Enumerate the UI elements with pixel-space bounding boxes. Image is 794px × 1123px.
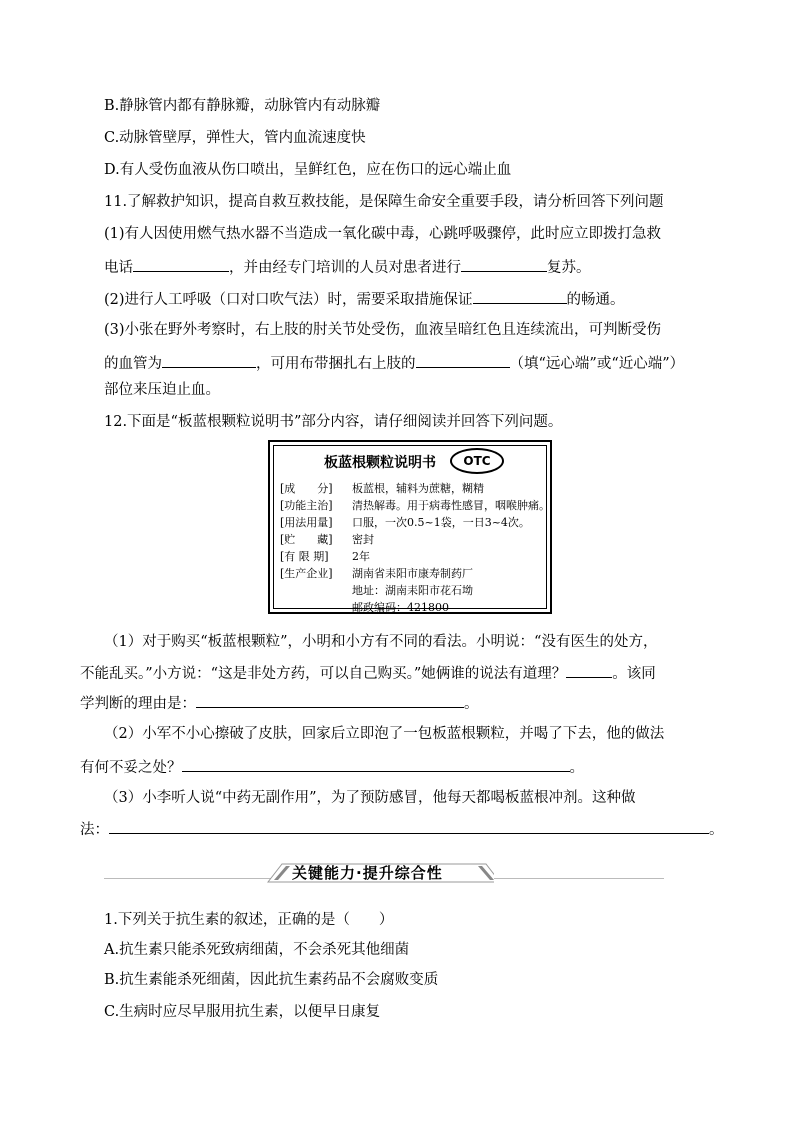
manual-value: 清热解毒。用于病毒性感冒，咽喉肿痛。 bbox=[352, 499, 550, 512]
q12-part3a: （3）小李听人说“中药无副作用”，为了预防感冒，他每天都喝板蓝根冲剂。这种做 bbox=[104, 790, 636, 806]
q11-part3b bbox=[104, 352, 684, 374]
manual-value: 地址：湖南耒阳市花石坳 bbox=[352, 584, 473, 597]
medicine-manual-box bbox=[268, 440, 552, 614]
text: 电话 bbox=[104, 260, 133, 276]
manual-key: [功能主治] bbox=[280, 499, 333, 512]
text: 。该同 bbox=[612, 666, 656, 682]
manual-value: 口服，一次0.5~1袋，一日3~4次。 bbox=[352, 516, 530, 529]
text: 。 bbox=[569, 760, 584, 776]
manual-row bbox=[280, 482, 484, 496]
blank-8[interactable] bbox=[182, 756, 570, 772]
manual-key: [生产企业] bbox=[280, 567, 333, 580]
section-title: 关键能力·提升综合性 bbox=[292, 864, 443, 882]
q11-part1a: (1)有人因使用燃气热水器不当造成一氧化碳中毒，心跳呼吸骤停，此时应立即拨打急救 bbox=[104, 226, 662, 242]
text: 的血管为 bbox=[104, 356, 162, 372]
otc-badge: OTC bbox=[450, 448, 504, 474]
manual-value: 密封 bbox=[352, 533, 374, 546]
blank-1[interactable] bbox=[133, 256, 229, 272]
manual-row bbox=[280, 533, 374, 547]
text: 。 bbox=[464, 696, 479, 712]
q12-part2b bbox=[80, 756, 584, 778]
option-c: C.生病时应尽早服用抗生素，以便早日康复 bbox=[104, 1004, 381, 1020]
q11-part3c: 部位来压迫止血。 bbox=[104, 382, 220, 398]
manual-key: [有 限 期] bbox=[280, 550, 329, 563]
text: 复苏。 bbox=[547, 260, 591, 276]
blank-3[interactable] bbox=[473, 288, 567, 304]
manual-value: 板蓝根，辅料为蔗糖，糊精 bbox=[352, 482, 484, 495]
manual-key: [成 分] bbox=[280, 482, 333, 495]
text: 不能乱买。”小方说：“这是非处方药，可以自己购买。”她俩谁的说法有道理？ bbox=[80, 666, 567, 682]
manual-row bbox=[280, 584, 473, 598]
manual-value: 湖南省耒阳市康寿制药厂 bbox=[352, 567, 473, 580]
manual-inner-border bbox=[273, 445, 550, 614]
manual-row bbox=[280, 499, 550, 513]
blank-9[interactable] bbox=[109, 818, 709, 834]
text: （填“远心端”或“近心端”） bbox=[509, 356, 685, 372]
q12-part1b bbox=[80, 662, 656, 684]
text: 。 bbox=[709, 822, 724, 838]
blank-5[interactable] bbox=[416, 352, 510, 368]
blank-2[interactable] bbox=[461, 256, 547, 272]
manual-value: 2年 bbox=[352, 550, 370, 563]
manual-row bbox=[280, 516, 530, 530]
q12-part3b bbox=[80, 818, 724, 840]
text: 学判断的理由是： bbox=[80, 696, 196, 712]
question-12: 12.下面是“板蓝根颗粒说明书”部分内容，请仔细阅读并回答下列问题。 bbox=[104, 414, 563, 430]
text: (2)进行人工呼吸（口对口吹气法）时，需要采取措施保证 bbox=[104, 292, 473, 308]
section-banner bbox=[104, 858, 664, 888]
q11-part3a: (3)小张在野外考察时，右上肢的肘关节处受伤，血液呈暗红色且连续流出，可判断受伤 bbox=[104, 322, 662, 338]
blank-6[interactable] bbox=[566, 662, 612, 678]
text: 有何不妥之处？ bbox=[80, 760, 182, 776]
manual-key: [贮 藏] bbox=[280, 533, 333, 546]
manual-row bbox=[280, 601, 449, 615]
option-b: B.抗生素能杀死细菌，因此抗生素药品不会腐败变质 bbox=[104, 972, 439, 988]
q12-part1c bbox=[80, 692, 479, 714]
manual-value: 邮政编码：421800 bbox=[352, 601, 449, 614]
manual-key: [用法用量] bbox=[280, 516, 333, 529]
text: 的畅通。 bbox=[566, 292, 625, 308]
manual-title: 板蓝根颗粒说明书 bbox=[324, 455, 436, 471]
manual-row bbox=[280, 567, 473, 581]
question-s1: 1.下列关于抗生素的叙述，正确的是（ ） bbox=[104, 912, 394, 928]
text: ，并由经专门培训的人员对患者进行 bbox=[229, 260, 461, 276]
blank-7[interactable] bbox=[196, 692, 464, 708]
q12-part1a: （1）对于购买“板蓝根颗粒”，小明和小方有不同的看法。小明说：“没有医生的处方， bbox=[104, 634, 658, 650]
q11-part1b bbox=[104, 256, 591, 278]
question-11: 11.了解救护知识，提高自救互救技能，是保障生命安全重要手段，请分析回答下列问题 bbox=[104, 194, 664, 210]
text: ，可用布带捆扎右上肢的 bbox=[256, 356, 416, 372]
blank-4[interactable] bbox=[162, 352, 256, 368]
text-l2: C.动脉管壁厚，弹性大，管内血流速度快 bbox=[104, 130, 366, 146]
q12-part2a: （2）小军不小心擦破了皮肤，回家后立即泡了一包板蓝根颗粒，并喝了下去，他的做法 bbox=[104, 726, 665, 742]
text: 法： bbox=[80, 822, 109, 838]
manual-row bbox=[280, 550, 370, 564]
text-l3: D.有人受伤血液从伤口喷出，呈鲜红色，应在伤口的远心端止血 bbox=[104, 162, 512, 178]
text-l1: B.静脉管内都有静脉瓣，动脉管内有动脉瓣 bbox=[104, 98, 381, 114]
q11-part2 bbox=[104, 288, 625, 310]
option-a: A.抗生素只能杀死致病细菌，不会杀死其他细菌 bbox=[104, 942, 410, 958]
